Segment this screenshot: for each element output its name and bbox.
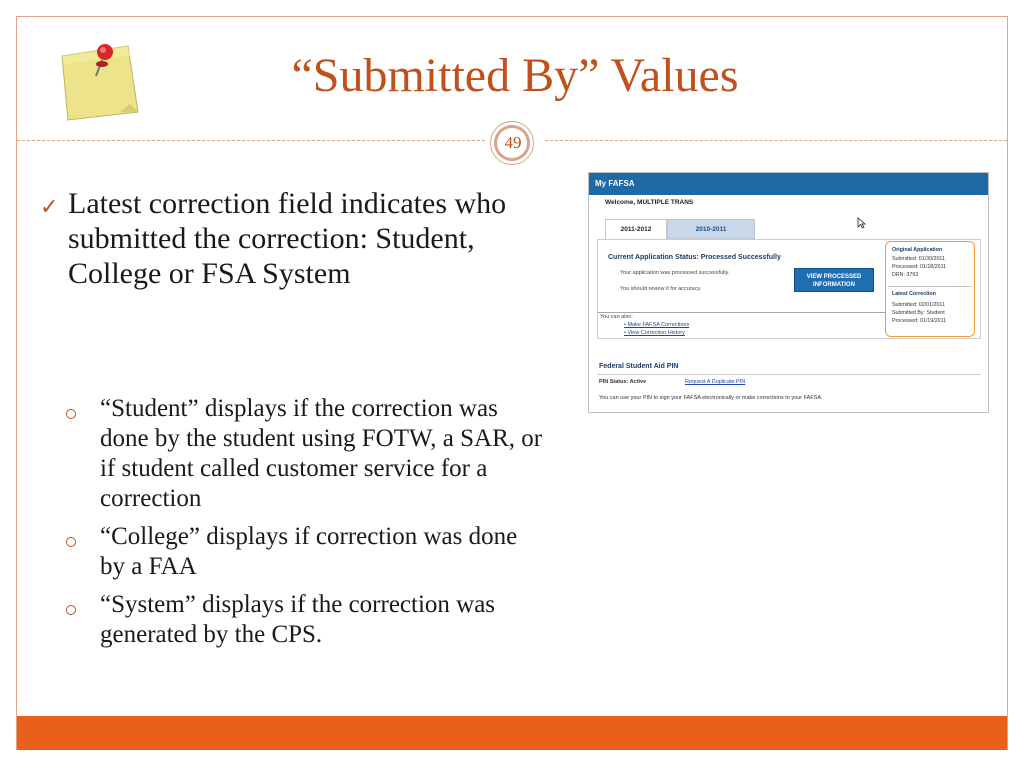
latest-correction-heading: Latest Correction (892, 291, 936, 297)
pin-status: PIN Status: Active (599, 379, 647, 385)
ring-bullet-icon (66, 605, 76, 615)
make-corrections-link[interactable]: • Make FAFSA Corrections (624, 322, 690, 328)
sub-bullet-text: “System” displays if the correction was generated by the CPS. (100, 591, 496, 648)
request-duplicate-pin-link[interactable]: Request A Duplicate PIN (685, 379, 746, 385)
mouse-cursor-icon (857, 217, 866, 229)
original-processed: Processed: 01/18/2011 (892, 264, 947, 270)
view-processed-button[interactable] (794, 268, 874, 292)
pin-title: Federal Student Aid PIN (599, 363, 679, 370)
status-line-1: Your application was processed successfully. (620, 270, 730, 276)
tab-2010-2011[interactable]: 2010-2011 (667, 219, 755, 239)
checkmark-icon: ✓ (40, 195, 59, 220)
correction-history-link[interactable]: • View Correction History (624, 330, 685, 336)
sub-bullet-list (66, 394, 546, 658)
latest-submitted: Submitted: 02/01/2011 (892, 302, 945, 308)
tab-2011-2012[interactable]: 2011-2012 (605, 219, 667, 239)
original-submitted: Submitted: 01/30/2011 (892, 256, 945, 262)
sub-bullet-text: “Student” displays if the correction was done by the student using FOTW, a SAR, or if student called customer service for a correction (100, 395, 543, 512)
footer-bar (17, 716, 1007, 750)
sub-bullet-student (66, 394, 546, 514)
pin-divider (597, 374, 981, 375)
make-corrections-label: Make FAFSA Corrections (627, 322, 690, 328)
panel-divider (598, 312, 894, 313)
welcome-text: Welcome, MULTIPLE TRANS (605, 199, 694, 206)
you-can-also: You can also: (600, 314, 633, 320)
view-processed-label-1: VIEW PROCESSED (806, 274, 862, 280)
latest-processed: Processed: 01/19/2011 (892, 318, 947, 324)
pin-info-text: You can use your PIN to sign your FAFSA electronically or make corrections to your FAFSA. (599, 395, 823, 401)
slide-number (486, 121, 540, 165)
original-latest-box (885, 241, 975, 337)
status-title: Current Application Status: Processed Successfully (608, 254, 781, 261)
main-bullet-text: Latest correction field indicates who submitted the correction: Student, College or FSA System (68, 187, 507, 290)
fafsa-header: My FAFSA (589, 173, 988, 195)
fafsa-screenshot (588, 172, 989, 413)
correction-history-label: View Correction History (627, 330, 685, 336)
latest-submitted-by: Submitted By: Student (892, 310, 945, 316)
status-line-2: You should review it for accuracy. (620, 286, 702, 292)
main-bullet (40, 186, 540, 291)
original-application-heading: Original Application (892, 247, 943, 253)
sub-bullet-college (66, 522, 546, 582)
slide-number-text: 49 (504, 133, 522, 152)
title-divider-right (545, 140, 1007, 141)
view-processed-label-2: INFORMATION (813, 282, 855, 288)
ring-bullet-icon (66, 537, 76, 547)
sticky-note-icon (50, 34, 150, 124)
ring-bullet-icon (66, 409, 76, 419)
box-divider (888, 286, 972, 287)
slide-title: “Submitted By” Values (291, 49, 739, 102)
sub-bullet-system (66, 590, 546, 650)
sub-bullet-text: “College” displays if correction was done by a FAA (100, 523, 518, 580)
original-drn: DRN: 3793 (892, 272, 919, 278)
title-divider-left (17, 140, 485, 141)
